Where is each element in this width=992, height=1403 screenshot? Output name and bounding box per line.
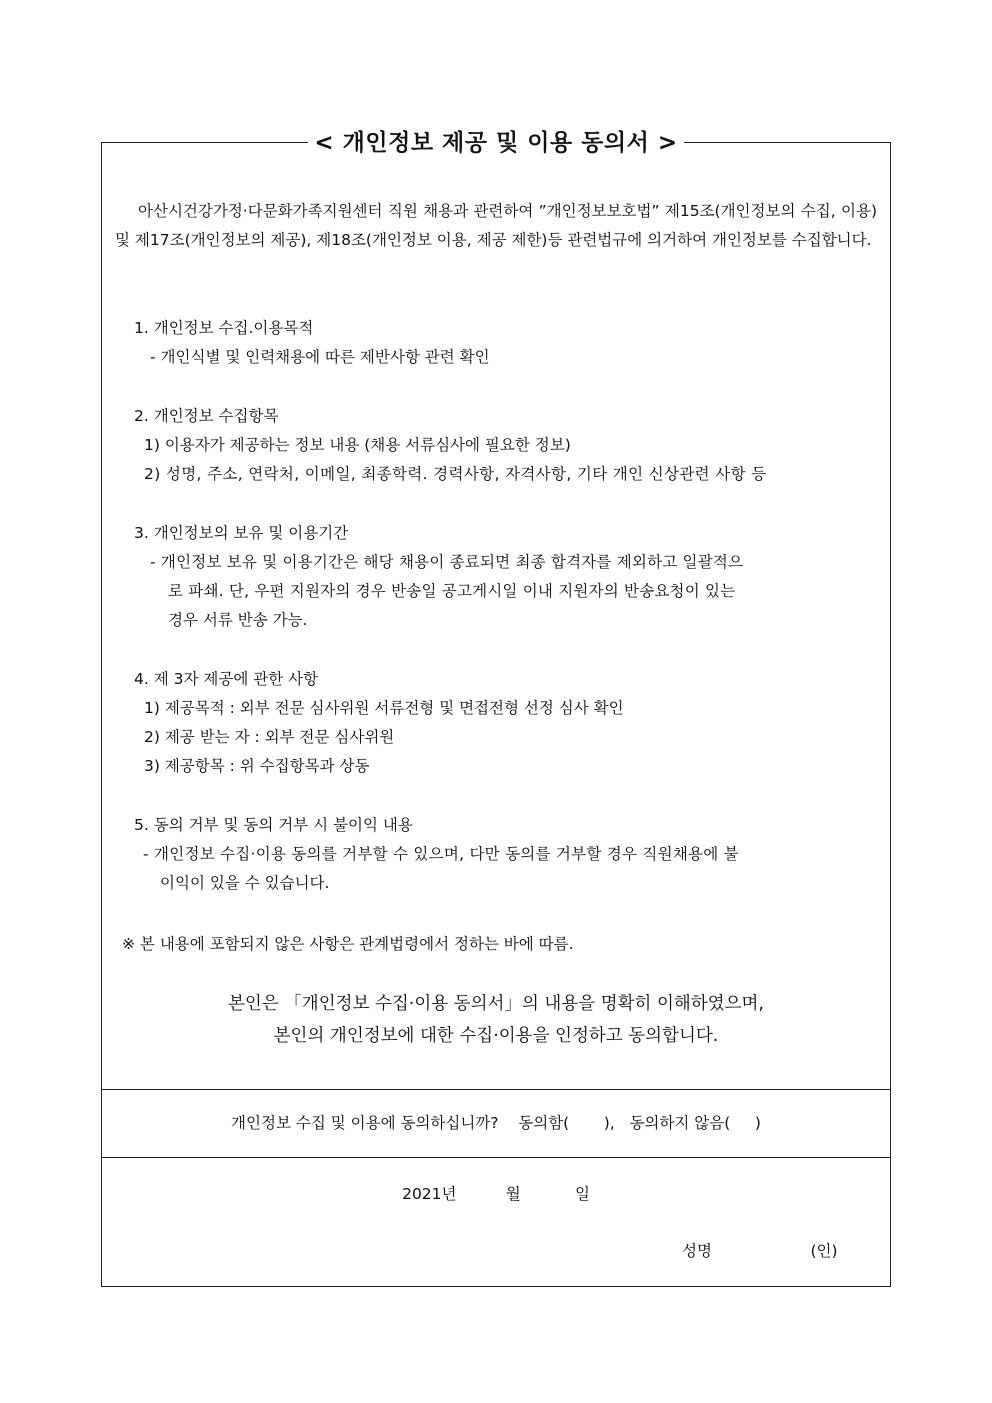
section-4-item-3: 3) 제공항목 : 위 수집항목과 상동 (144, 757, 370, 775)
intro-text: 아산시건강가정·다문화가족지원센터 직원 채용과 관련하여 ”개인정보보호법” 제15조(개인정보의 수집, 이용) 및 제17조(개인정보의 제공), 제18조(개인정보 이용, 제공 제한)등 관련법규에 의거하여 개인정보를 수집합니다. (115, 202, 877, 249)
section-5-heading: 5. 동의 거부 및 동의 거부 시 불이익 내용 (134, 816, 413, 834)
title-text: < 개인정보 제공 및 이용 동의서 > (308, 130, 683, 156)
section-3-item-line-1: - 개인정보 보유 및 이용기간은 해당 채용이 종료되면 최종 합격자를 제외하고 일괄적으 (150, 553, 744, 571)
section-1-heading: 1. 개인정보 수집.이용목적 (134, 319, 314, 337)
section-3-item-line-2: 로 파쇄. 단, 우편 지원자의 경우 반송일 공고게시일 이내 지원자의 반송요청이 있는 (168, 582, 736, 600)
consent-statement-line-2: 본인의 개인정보에 대한 수집·이용을 인정하고 동의합니다. (273, 1026, 719, 1046)
section-2-item-1: 1) 이용자가 제공하는 정보 내용 (채용 서류심사에 필요한 정보) (144, 436, 571, 454)
consent-statement-line-1: 본인은 「개인정보 수집·이용 동의서」의 내용을 명확히 이해하였으며, (228, 994, 764, 1014)
section-4-heading: 4. 제 3자 제공에 관한 사항 (134, 670, 319, 688)
reference-note: ※ 본 내용에 포함되지 않은 사항은 관계법령에서 정하는 바에 따름. (122, 935, 574, 953)
signature-line: 성명 (인) (682, 1242, 838, 1260)
section-1-item: - 개인식별 및 인력채용에 따른 제반사항 관련 확인 (150, 348, 490, 366)
section-5-item-line-1: - 개인정보 수집·이용 동의를 거부할 수 있으며, 다만 동의를 거부할 경우 직원채용에 불 (143, 845, 739, 863)
section-4-item-1: 1) 제공목적 : 외부 전문 심사위원 서류전형 및 면접전형 선정 심사 확인 (144, 699, 624, 717)
section-3-item-line-3: 경우 서류 반송 가능. (168, 611, 308, 629)
section-2-item-2: 2) 성명, 주소, 연락처, 이메일, 최종학력. 경력사항, 자격사항, 기타 개인 신상관련 사항 등 (144, 465, 767, 483)
section-2-heading: 2. 개인정보 수집항목 (134, 407, 279, 425)
intro-paragraph (115, 197, 877, 255)
document-title (0, 124, 992, 162)
section-5-item-line-2: 이익이 있을 수 있습니다. (160, 874, 330, 892)
section-3-heading: 3. 개인정보의 보유 및 이용기간 (134, 524, 349, 542)
consent-question: 개인정보 수집 및 이용에 동의하십니까? 동의함( ), 동의하지 않음( ) (231, 1114, 761, 1132)
section-divider-bottom (101, 1157, 891, 1158)
date-line: 2021년 월 일 (402, 1185, 590, 1203)
section-4-item-2: 2) 제공 받는 자 : 외부 전문 심사위원 (144, 728, 395, 746)
section-divider-top (101, 1089, 891, 1090)
